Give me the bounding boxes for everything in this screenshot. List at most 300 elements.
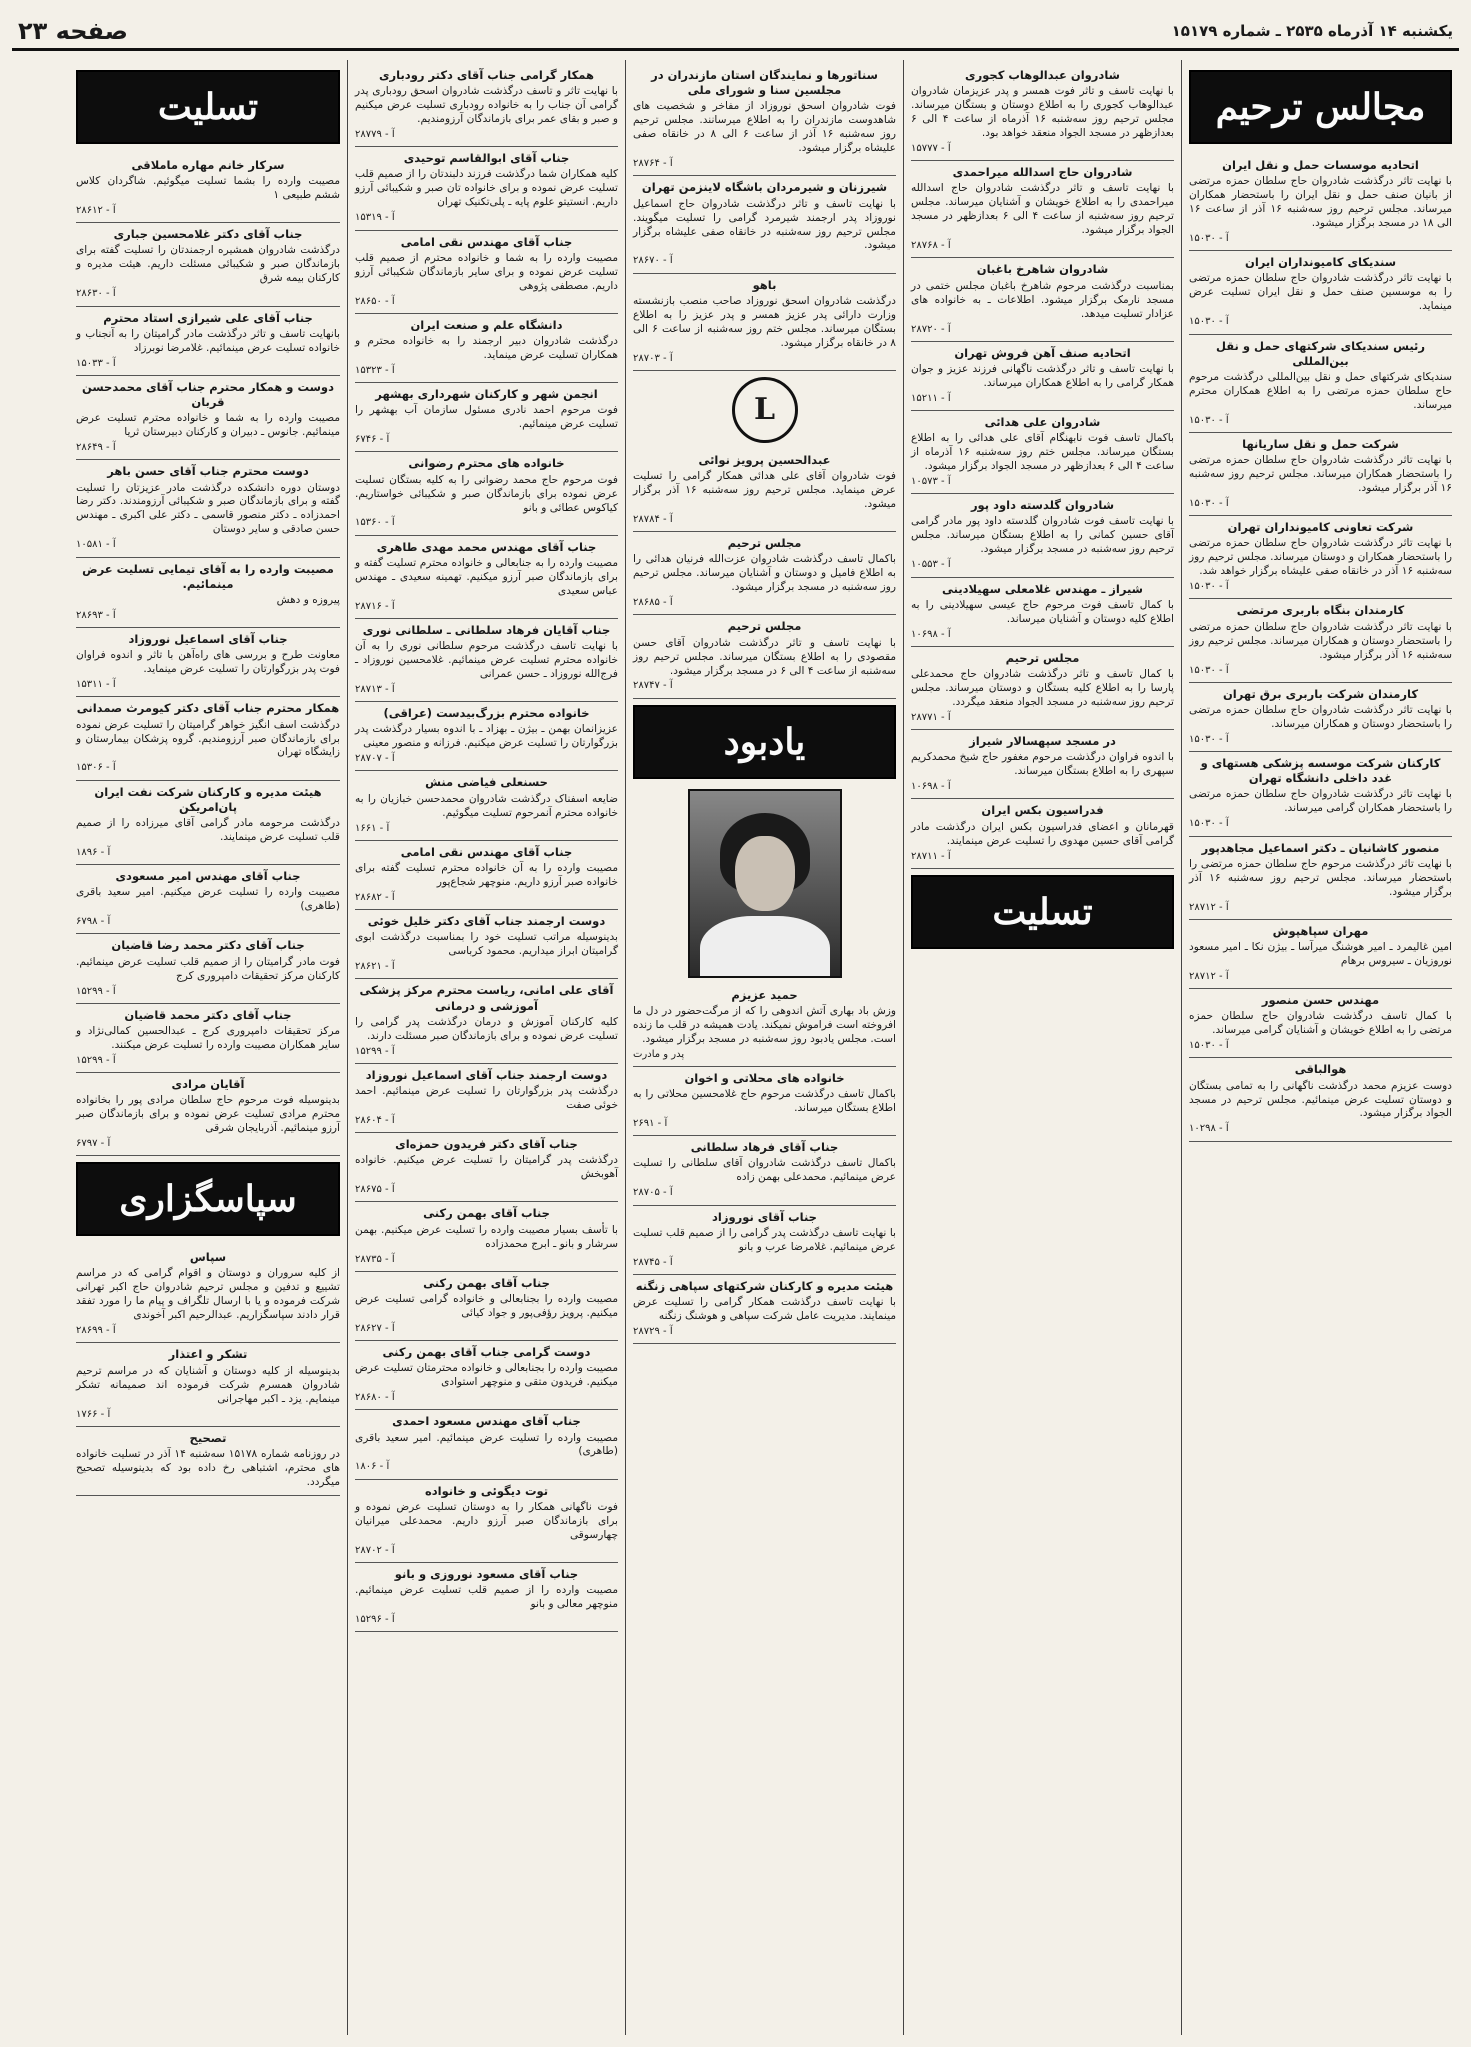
notice-heading: هیئت مدیره و کارکنان شرکتهای سپاهی زنگنه (635, 1278, 894, 1293)
notice-heading: شادروان علی هدائی (984, 415, 1101, 430)
notice-heading: خانواده های محترم رضوانی (408, 456, 565, 471)
notice-heading: جناب آقای مهندس نقی امامی (400, 844, 573, 859)
notice-heading: جناب آقای اسماعیل نوروزاد (128, 632, 288, 647)
notice-block (911, 161, 1174, 258)
notice-code: آ - ۶۷۹۷ (76, 1138, 111, 1150)
notice-block (355, 1272, 618, 1341)
notice-text: فوت شادروان آقای علی هدائی همکار گرامی را تسلیت عرض مینماید. مجلس ترحیم روز سه‌شنبه ۱۶ آذر برگزار میشود. (633, 470, 896, 510)
notice-code: آ - ۶۷۴۶ (355, 434, 390, 446)
notice-text: باکمال تاسف درگذشت مرحوم حاج غلامحسین محلاتی را به اطلاع بستگان میرساند. (633, 1088, 896, 1115)
notice-heading: دوست ارجمند جناب آقای اسماعیل نوروزاد (365, 1067, 608, 1082)
notice-text: مصیبت وارده را بجنابعالی و خانواده گرامی تسلیت عرض میکنیم. پرویز رؤفی‌پور و جواد کیائی (355, 1292, 618, 1319)
notice-block (355, 314, 618, 383)
notice-block (911, 258, 1174, 341)
notice-code: آ - ۱۵۳۰۶ (76, 762, 116, 774)
notice-text: با نهایت تاسف و تاثر درگذشت ناگهانی فرزند عزیز و جوان همکار گرامی را به اطلاع همکاران میرساند. (911, 362, 1174, 389)
notice-block (76, 934, 340, 1003)
notice-text: فوت مادر گرامیتان را از صمیم قلب تسلیت عرض مینمائیم. کارکنان مرکز تحقیقات دامپروری کرج (76, 955, 340, 982)
notice-code: آ - ۱۵۳۱۱ (76, 679, 116, 691)
notice-heading: تشکر و اعتذار (168, 1347, 248, 1362)
notice-code: آ - ۲۶۹۱ (633, 1118, 668, 1130)
notice-block (355, 1341, 618, 1410)
notice-text: کلیه کارکنان آموزش و درمان درگذشت پدر گرامی را تسلیت عرض نموده و برای بازماندگان صبر مسئلت دارند. (355, 1015, 618, 1042)
notice-text: قهرمانان و اعضای فدراسیون بکس ایران درگذشت مادر گرامی آقای حسین مهدوی را تسلیت عرض مینمایند. (911, 820, 1174, 847)
notice-code: آ - ۱۸۰۶ (355, 1461, 390, 1473)
page-header (12, 14, 1459, 51)
notice-heading: شیرزنان و شیرمردان باشگاه لاینزمن تهران (641, 180, 888, 195)
notice-heading: اتحادیه صنف آهن فروش تهران (954, 345, 1131, 360)
notice-code: آ - ۲۸۷۱۲ (1189, 970, 1229, 982)
notice-block (633, 532, 896, 615)
lions-club-logo: L (732, 377, 798, 443)
notice-text: درگذشت پدر بزرگوارتان را تسلیت عرض مینمائیم. احمد خوئی صفت (355, 1085, 618, 1111)
notice-heading: در مسجد سپهسالار شیراز (969, 734, 1116, 749)
notice-text: امین غالیمرد ـ امیر هوشنگ میرآسا ـ بیژن نکا ـ امیر مسعود نوروزیان ـ سیروس برهام (1189, 940, 1452, 967)
notice-code: آ - ۶۷۹۸ (76, 916, 111, 928)
notice-code: آ - ۱۵۳۲۳ (355, 364, 395, 376)
notice-heading: مجلس ترحیم (727, 536, 802, 551)
notice-code: آ - ۲۸۶۲۱ (355, 961, 395, 973)
notice-block (911, 494, 1174, 577)
notice-block (1189, 837, 1452, 920)
notice-heading: جناب آقای مهندس محمد مهدی طاهری (376, 539, 597, 554)
notice-text: با کمال تاسف درگذشت شادروان حاج سلطان حمزه مرتضی را به اطلاع خویشان و آشنایان گرامی میرساند. (1189, 1010, 1452, 1037)
notice-block (355, 771, 618, 840)
notice-text: با کمال تاسف فوت مرحوم حاج عیسی سهیلادینی را به اطلاع کلیه دوستان و آشنایان میرساند. (911, 598, 1174, 625)
notice-text: مصیبت وارده را تسلیت عرض مینمائیم. امیر سعید باقری (طاهری) (355, 1431, 618, 1458)
column-5 (69, 60, 347, 2035)
notice-text: با کمال تاسف و تاثر درگذشت شادروان حاج محمدعلی پارسا را به اطلاع کلیه بستگان و دوستان میرساند. مجلس ترحیم روز سه‌شنبه در مسجد الجواد منعقد میگردد. (911, 668, 1174, 708)
notice-heading: مهران سپاهپوش (1272, 923, 1369, 938)
notice-block (355, 536, 618, 619)
notice-block (76, 1246, 340, 1343)
notice-block (911, 342, 1174, 411)
notice-block (1189, 752, 1452, 836)
notice-block (76, 223, 340, 306)
notice-code: آ - ۱۰۵۸۱ (76, 539, 116, 551)
notice-code: آ - ۲۸۷۰۳ (633, 352, 673, 364)
notice-code: آ - ۱۵۰۳۰ (1189, 1040, 1229, 1052)
notice-code: آ - ۱۵۲۹۶ (355, 1614, 395, 1625)
notice-text: مصیبت وارده را بجنابعالی و خانواده محترمتان تسلیت عرض میکنیم. فریدون متقی و منوچهر استوادی (355, 1362, 618, 1389)
notice-block (911, 799, 1174, 868)
notice-block (633, 1275, 896, 1344)
notice-code: آ - ۱۰۶۹۸ (911, 781, 951, 793)
notice-block (1189, 433, 1452, 516)
notice-text: با تأسف بسیار مصیبت وارده را تسلیت عرض میکنیم. بهمن سرشار و بانو ـ ابرج محمدزاده (355, 1223, 618, 1250)
notice-text: با نهایت تاسف و تاثر درگذشت شادروان آقای حسن مقصودی را به اطلاع بستگان میرساند. مجلس ترحیم روز سه‌شنبه از ساعت ۴ الی ۶ در مسجد برگزار میشود. (633, 636, 896, 677)
notice-heading: سرکار خانم مهاره ماملاقی (131, 158, 285, 172)
notice-text: بدینوسیله فوت مرحوم حاج سلطان مرادی پور را بخانواده محترم مرادی تسلیت عرض نموده و برای بازماندگان صبر آرزو مینمائیم. آذربایجان شرقی (76, 1094, 340, 1135)
banner-tasliyat-2: تسلیت (911, 875, 1174, 949)
notice-code: آ - ۲۸۷۲۰ (911, 323, 951, 335)
notice-block (76, 460, 340, 557)
notice-code: آ - ۱۵۲۹۹ (76, 985, 116, 997)
banner-yadbud: یادبود (633, 705, 896, 779)
notice-heading: جناب آقایان فرهاد سلطانی ـ سلطانی نوری (362, 622, 611, 637)
notice-code: آ - ۱۵۰۳۰ (1189, 316, 1229, 328)
notice-code: آ - ۱۵۰۳۰ (1189, 233, 1229, 245)
notice-text: درگذشت شادروان همشیره ارجمندتان را تسلیت گفته برای بازماندگان صبر و شکیبائی مسئلت داریم. هیئت مدیره و کارکنان بیمه شرق (76, 244, 340, 285)
notice-block (355, 64, 618, 147)
notice-code: آ - ۲۸۶۰۴ (355, 1114, 395, 1126)
notice-heading: آقایان مرادی (171, 1076, 245, 1091)
notice-code: آ - ۲۸۷۸۴ (633, 513, 673, 525)
notice-block (355, 979, 618, 1063)
notice-code: آ - ۱۵۲۹۹ (76, 1054, 116, 1066)
notice-block (76, 1004, 340, 1073)
issue-date-line: یکشنبه ۱۴ آذرماه ۲۵۳۵ ـ شماره ۱۵۱۷۹ (1171, 22, 1453, 40)
notice-block (911, 647, 1174, 730)
notice-block (76, 697, 340, 780)
notice-text: وزش باد بهاری آتش اندوهی را که از مرگت‌حضور در دل ما افروخته است فراموش نمیکند. یادت همیشه در قلب ما زنده است. مجلس یادبود روز سه‌شنبه در مسجد برگزار میشود. (633, 1004, 896, 1045)
notice-text: فوت شادروان اسحق نوروزاد از مفاخر و شخصیت های شاهدوست مازندران را به اطلاع میرسانند. مجلس ترحیم روز سه‌شنبه ۱۶ آذر از ساعت ۶ الی ۸ در خانقاه صفی علیشاه برگزار میشود. (633, 100, 896, 155)
notice-block (1189, 1058, 1452, 1141)
notice-heading: جناب آقای علی شیرازی استاد محترم (103, 310, 313, 325)
notice-block (633, 1206, 896, 1275)
notice-code: پدر و مادرت (633, 1048, 685, 1060)
notice-heading: جناب آقای مسعود نوروزی و بانو (394, 1566, 579, 1581)
notice-block (355, 383, 618, 452)
notice-code: آ - ۲۸۷۰۲ (355, 1544, 395, 1556)
notice-text: بمناسبت درگذشت مرحوم شاهرخ باغبان مجلس ختمی در مسجد نارمک برگزار میشود. اطلاعات ـ به خانواده های عزادار تسلیت میدهد. (911, 279, 1174, 320)
notice-text: دوست عزیزم محمد درگذشت ناگهانی را به تمامی بستگان و دوستان تسلیت عرض مینمائیم. مجلس ترحیم در مسجد الجواد برگزار میشود. (1189, 1079, 1452, 1120)
notice-list (633, 984, 896, 1344)
notice-heading: عبدالحسین پرویز نوائی (698, 452, 831, 467)
notice-code: آ - ۱۵۷۷۷ (911, 143, 951, 155)
notice-heading: دوست گرامی جناب آقای بهمن رکنی (382, 1345, 591, 1360)
notice-block (633, 64, 896, 176)
column-3 (625, 60, 903, 2035)
notice-block (633, 1136, 896, 1205)
notice-heading: تصحیح (189, 1430, 227, 1445)
notice-text: بانهایت تاسف و تاثر درگذشت مادر گرامیتان را به آنجناب و خانواده تسلیت عرض مینمائیم. غلامرضا نوبرزاد (76, 327, 340, 354)
notice-block (76, 154, 340, 223)
notice-heading: توت دیگوئی و خانواده (424, 1483, 549, 1498)
notice-code: آ - ۱۶۶۱ (355, 822, 390, 834)
notice-heading: دوست و همکار محترم جناب آقای محمدحسن قربان (82, 379, 334, 410)
notice-heading: مجلس ترحیم (727, 619, 802, 634)
notice-block (1189, 683, 1452, 752)
banner-tasliyat-1: تسلیت (76, 70, 340, 144)
notice-text: مصیبت وارده را به جنابعالی و خانواده محترم تسلیت گفته و برای بازماندگان صبر آرزو میکنیم. تهمینه سعیدی ـ مهندس عباس سعیدی (355, 556, 618, 597)
notice-heading: خانواده محترم بزرگ‌بیدست (عراقی) (383, 706, 590, 721)
notice-block (1189, 516, 1452, 599)
notice-code: آ - ۲۸۶۱۲ (76, 205, 116, 217)
notice-code: آ - ۲۸۶۹۳ (76, 609, 116, 621)
notice-code: آ - ۲۸۷۰۷ (355, 753, 395, 765)
notice-heading: شرکت حمل و نقل ساریانها (1242, 436, 1399, 451)
notice-block (355, 452, 618, 535)
notice-code: آ - ۲۸۷۶۴ (633, 158, 673, 170)
notice-block (355, 1410, 618, 1479)
notice-heading: حمید عزیزم (731, 987, 798, 1002)
notice-heading: اتحادیه موسسات حمل و نقل ایران (1222, 158, 1419, 172)
notice-block (633, 615, 896, 698)
notice-block (633, 984, 896, 1067)
notice-text: بدینوسیله از کلیه دوستان و آشنایان که در مراسم ترحیم شادروان همسرم شرکت فرموده اند صمیمانه تشکر مینمایم. یزد ـ اکبر مهاجرانی (76, 1364, 340, 1405)
notice-text: با نهایت تاسف و تاثر درگذشت شادروان حاج اسدالله میراحمدی را به اطلاع خویشان و آشنایان میرساند. مجلس ترحیم روز سه‌شنبه از ساعت ۴ الی ۶ بعدازظهر در مسجد الجواد برگزار میشود. (911, 182, 1174, 237)
notice-heading: سناتورها و نمایندگان استان مازندران در مجلسین سنا و شورای ملی (651, 68, 878, 98)
column-2 (903, 60, 1181, 2035)
notice-heading: رئیس سندیکای شرکتهای حمل و نقل بین‌المللی (1216, 338, 1425, 368)
notice-text: درگذشت شادروان اسحق نوروزاد صاحب منصب بازنشسته وزارت دارائی پدر عزیز همسر و پدر عزیز را به اطلاع بستگان میرساند. مجلس ختم روز سه‌شنبه از ساعت ۶ الی ۸ در خانقاه برگزار میشود. (633, 294, 896, 349)
notice-code: آ - ۲۸۶۸۵ (633, 597, 673, 609)
notice-code: آ - ۱۵۰۳۰ (1189, 414, 1229, 426)
columns (12, 60, 1459, 2035)
notice-block (76, 376, 340, 460)
notice-code: آ - ۲۸۷۰۵ (633, 1187, 673, 1199)
notice-heading: جناب آقای نوروزاد (712, 1209, 817, 1224)
notice-text: مصیبت وارده را بشما تسلیت میگوئیم. شاگردان کلاس ششم طبیعی ۱ (76, 175, 340, 202)
notice-block (76, 781, 340, 865)
notice-text: باکمال تاسف درگذشت شادروان آقای سلطانی را تسلیت عرض مینمائیم. محمدعلی بهمن زاده (633, 1157, 896, 1184)
notice-block (355, 231, 618, 314)
notice-heading: سپاس (189, 1250, 227, 1265)
notice-text: با نهایت تاثر درگذشت شادروان حاج سلطان حمزه مرتضی را باستحضار همکاران میرساند. مجلس ترحیم روز سه‌شنبه ۱۶ آذر برگزار میشود. (1189, 454, 1452, 495)
notice-text: با نهایت تاسف درگذشت همکار گرامی را تسلیت عرض مینمایند. مدیریت عامل شرکت سپاهی و هوشنگ زنگنه (633, 1296, 896, 1322)
notice-heading: جناب آقای مهندس نقی امامی (400, 234, 573, 249)
notice-text: عزیزانمان بهمن ـ بیژن ـ بهزاد ـ با اندوه بسیار درگذشت پدر بزرگوارتان را تسلیت عرض میکنیم. فرزانه و منصور معینی (355, 723, 618, 750)
notice-heading: جناب آقای فرهاد سلطانی (690, 1140, 839, 1155)
notice-heading: کارمندان بنگاه باربری مرتضی (1236, 603, 1405, 618)
notice-block (633, 176, 896, 273)
notice-text: با نهایت تاثر درگذشت مرحوم حاج سلطان حمزه مرتضی را باستحضار میرساند. مجلس ترحیم روز سه‌شنبه ۱۶ آذر برگزار میشود. (1189, 857, 1452, 898)
notice-heading: آقای علی امانی، ریاست محترم مرکز پزشکی آموزشی و درمانی (359, 983, 614, 1013)
notice-text: مصیبت وارده را تسلیت عرض میکنیم. امیر سعید باقری (طاهری) (76, 886, 340, 913)
notice-text: با اندوه فراوان درگذشت مرحوم مغفور حاج شیخ محمدکریم سپهری را به اطلاع بستگان میرساند. (911, 751, 1174, 778)
notice-heading: منصور کاشانیان ـ دکتر اسماعیل مجاهدپور (1201, 840, 1440, 855)
notice-text: درگذشت شادروان دبیر ارجمند را به خانواده محترم و همکاران تسلیت عرض مینماید. (355, 334, 618, 361)
notice-heading: شیراز ـ مهندس غلامعلی سهیلادینی (942, 581, 1143, 596)
notice-heading: جناب آقای مهندس امیر مسعودی (115, 869, 301, 884)
notice-text: مصیبت وارده را به شما و خانواده محترم از صمیم قلب تسلیت عرض نموده و برای سایر بازماندگان شکیبائی آرزو داریم. مصطفی پژوهی (355, 251, 618, 292)
notice-code: آ - ۱۵۲۱۱ (911, 392, 951, 404)
notice-code: آ - ۱۵۰۳۰ (1189, 733, 1229, 745)
notice-heading: همکار محترم جناب آقای دکتر کیومرث صمدانی (76, 701, 340, 716)
notice-heading: جناب آقای مهندس مسعود احمدی (392, 1414, 581, 1429)
notice-text: معاونت طرح و بررسی های راه‌آهن با تاثر و اندوه فراوان فوت پدر بزرگوارتان را تسلیت عرض مینماید. (76, 649, 340, 676)
notice-block (76, 628, 340, 697)
memorial-portrait-photo (688, 789, 842, 978)
notice-code: آ - ۱۵۰۳۰ (1189, 581, 1229, 593)
notice-heading: جناب آقای دکتر محمد قاضیان (124, 1007, 292, 1022)
notice-block (355, 910, 618, 979)
notice-code: آ - ۱۵۰۳۰ (1189, 664, 1229, 676)
notice-heading: جناب آقای ابوالقاسم توحیدی (403, 151, 570, 166)
notice-text: با نهایت تاثر درگذشت شادروان حاج سلطان حمزه مرتضی از بانیان صنف حمل و نقل ایران را باستحضار همکاران میرساند. مجلس ترحیم روز سه‌شنبه ۱۶ آذر از ساعت ۱۶ الی ۱۸ در مسجد برگزار میشود. (1189, 175, 1452, 230)
notice-code: آ - ۱۵۳۱۹ (355, 212, 395, 224)
notice-code: آ - ۱۸۹۶ (76, 846, 111, 858)
notice-block (911, 411, 1174, 494)
notice-text: مصیبت وارده را از صمیم قلب تسلیت عرض مینمائیم. منوچهر معالی و بانو (355, 1584, 618, 1611)
notice-text: بدینوسیله مراتب تسلیت خود را بمناسبت درگذشت ابوی گرامیتان ابراز میداریم. محمود کرباسی (355, 931, 618, 958)
notice-code: آ - ۲۸۷۷۹ (355, 129, 395, 141)
notice-block (911, 578, 1174, 647)
notice-list (1189, 154, 1452, 1142)
notice-text: باکمال تاسف فوت نابهنگام آقای علی هدائی را به اطلاع بستگان میرساند. مجلس ختم روز سه‌شنبه ۱۶ آذرماه از ساعت ۴ الی ۶ بعدازظهر در مسجد الجواد برگزار میشود. (911, 432, 1175, 473)
notice-code: آ - ۲۸۶۵۰ (355, 295, 395, 307)
notice-heading: جناب آقای بهمن رکنی (423, 1275, 550, 1290)
notice-heading: فدراسیون بکس ایران (981, 803, 1104, 818)
notice-text: ضایعه اسفناک درگذشت شادروان محمدحسن خبازیان را به خانواده محترم آنمرحوم تسلیت میگوئیم. (355, 792, 618, 819)
notice-text: درگذشت مرحومه مادر گرامی آقای میرزاده را از صمیم قلب تسلیت عرض مینمایند. (76, 816, 340, 843)
notice-code: آ - ۲۸۶۹۹ (76, 1325, 116, 1337)
notice-heading: سندیکای کامیونداران ایران (1245, 255, 1396, 270)
notice-heading: باهو (752, 277, 777, 292)
notice-heading: هیئت مدیره و کارکنان شرکت نفت ایران پان‌امریکن (94, 784, 322, 814)
notice-text: مصیبت وارده را به آن خانواده محترم تسلیت گفته برای خانواده صبر آرزو داریم. منوچهر شجاع‌پور (355, 861, 618, 888)
notice-block (633, 1067, 896, 1136)
notice-list (911, 64, 1174, 869)
notice-text: کلیه همکاران شما درگذشت فرزند دلبندتان را از صمیم قلب تسلیت عرض نموده و برای خانواده تان صبر و شکیبائی آرزو داریم. انستیتو علوم پایه ـ پلی‌تکنیک تهران (355, 168, 618, 209)
notice-block (1189, 335, 1452, 433)
notice-block (76, 558, 340, 629)
notice-code: آ - ۲۸۶۸۲ (355, 891, 395, 903)
notice-block (355, 1563, 618, 1632)
notice-text: مصیبت وارده را به شما و خانواده محترم تسلیت عرض مینمائیم. جانوس ـ دبیران و کارکنان دبیرستان ثریا (76, 412, 340, 439)
notice-text: با نهایت تاسف درگذشت پدر گرامی را از صمیم قلب تسلیت عرض مینمائیم. غلامرضا عرب و بانو (633, 1226, 896, 1253)
banner-majales: مجالس ترحیم (1189, 70, 1452, 144)
notice-code: آ - ۲۸۷۷۱ (911, 711, 951, 723)
banner-sepasgozari: سپاسگزاری (76, 1162, 340, 1236)
notice-code: آ - ۱۵۲۹۹ (355, 1045, 395, 1057)
notice-block (355, 1064, 618, 1133)
notice-heading: شادروان گلدسته داود پور (970, 498, 1115, 513)
notice-heading: دوست محترم جناب آقای حسن باهر (107, 464, 309, 479)
notice-block (1189, 251, 1452, 334)
notice-text: درگذشت پدر گرامیتان را تسلیت عرض میکنیم. خانواده آهوبخش (355, 1154, 618, 1181)
notice-heading: کارکنان شرکت موسسه پزشکی هستهای و غدد داخلی دانشگاه تهران (1200, 756, 1441, 786)
notice-text: فوت ناگهانی همکار را به دوستان تسلیت عرض نموده و برای بازماندگان صبر آرزو داریم. محمدعلی میرانیان چهارسوقی (355, 1500, 618, 1541)
notice-code: آ - ۲۸۷۱۶ (355, 600, 395, 612)
notice-code: آ - ۲۸۷۱۱ (911, 850, 951, 862)
notice-block (76, 307, 340, 376)
notice-block (355, 1202, 618, 1271)
notice-code: آ - ۲۸۷۶۸ (911, 240, 951, 252)
notice-block (76, 1427, 340, 1496)
notice-block (76, 1073, 340, 1156)
notice-code: آ - ۲۸۷۴۵ (633, 1256, 673, 1268)
notice-text: فوت مرحوم حاج محمد رضوانی را به کلیه بستگان تسلیت عرض نموده برای بازماندگان صبر و شکیبائی خواستاریم. کیاکوس عطائی و بانو (355, 473, 618, 514)
notice-text: سندیکای شرکتهای حمل و نقل بین‌المللی درگذشت مرحوم حاج سلطان حمزه مرتضی را به اطلاع همکاران محترم میرساند. (1189, 370, 1452, 411)
notice-code: آ - ۲۸۷۱۲ (1189, 901, 1229, 913)
notice-text: با نهایت تاسف و تاثر درگذشت شادروان حاج اسماعیل نوروزاد پدر ارجمند شیرمرد گرامی را تسلیت میگویند. مجلس ترحیم روز سه‌شنبه در خانقاه صفی علیشاه برگزار میشود. (633, 197, 896, 252)
notice-code: آ - ۲۸۷۱۳ (355, 684, 395, 695)
page-number: صفحه ۲۳ (18, 17, 128, 45)
notice-list (76, 1246, 340, 1496)
notice-code: آ - ۲۸۶۷۰ (633, 255, 673, 267)
notice-text: درگذشت اسف انگیز خواهر گرامیتان را تسلیت عرض نموده برای بازماندگان صبر آرزومندیم. گروه پزشکان بیمارستان و زایشگاه تهران (76, 718, 340, 759)
notice-block (355, 1133, 618, 1202)
notice-text: باکمال تاسف درگذشت شادروان عزت‌الله فرنیان هدائی را به اطلاع فامیل و دوستان و آشنایان میرساند. مجلس ترحیم روز سه‌شنبه در مسجد برگزار میشود. (633, 553, 896, 594)
column-4 (347, 60, 625, 2035)
notice-block (1189, 989, 1452, 1058)
notice-heading: مجلس ترحیم (1005, 650, 1080, 665)
notice-heading: مصیبت وارده را به آقای تیمایی تسلیت عرض مینمائیم. (82, 561, 334, 591)
notice-code: آ - ۱۰۲۹۸ (1189, 1123, 1229, 1135)
notice-text: با نهایت تاسف و تاثر فوت همسر و پدر عزیزمان شادروان عبدالوهاب کجوری را به اطلاع دوستان و بستگان میرساند. مجلس ترحیم روز سه‌شنبه ۱۶ آذرماه از ساعت ۴ الی ۶ بعدازظهر در مسجد الجواد منعقد خواهد بود. (911, 85, 1174, 140)
notice-list (633, 64, 896, 371)
notice-block (355, 147, 618, 230)
notice-text: با نهایت تاسف فوت شادروان گلدسته داود پور مادر گرامی آقای حسین کمانی را به اطلاع بستگان میرساند. مجلس ترحیم روز سه‌شنبه در مسجد برگزار میشود. (911, 515, 1174, 556)
notice-heading: جناب آقای دکتر فریدون حمزه‌ای (395, 1137, 578, 1152)
notice-list (76, 154, 340, 1156)
notice-block (911, 64, 1174, 161)
notice-code: آ - ۱۵۰۳۰ (1189, 818, 1229, 830)
notice-block (1189, 154, 1452, 251)
notice-block (633, 274, 896, 371)
notice-block (355, 619, 618, 702)
notice-heading: همکار گرامی جناب آقای دکتر رودباری (379, 68, 594, 82)
notice-block (355, 702, 618, 771)
notice-code: آ - ۱۰۶۹۸ (911, 628, 951, 640)
notice-code: آ - ۱۰۵۷۳ (911, 476, 951, 488)
notice-code: آ - ۲۸۶۸۰ (355, 1392, 395, 1404)
notice-block (1189, 920, 1452, 989)
notice-text: از کلیه سروران و دوستان و اقوام گرامی که در مراسم تشییع و تدفین و مجلس ترحیم شادروان حاج اکبر تهرانی شرکت فرموده و یا با ارسال تلگراف و پیام ما را مورد تفقد قرار دادند سپاسگزاریم. عبدالرحیم اکبر آخوندی (76, 1267, 340, 1322)
notice-heading: کارمندان شرکت باربری برق تهران (1222, 686, 1419, 701)
notice-code: آ - ۲۸۷۴۷ (633, 680, 673, 692)
notice-list (633, 449, 896, 699)
notice-code: آ - ۱۷۶۶ (76, 1408, 111, 1420)
notice-heading: شادروان شاهرخ باغبان (976, 262, 1109, 277)
notice-heading: مهندس حسن منصور (1261, 993, 1380, 1008)
notice-text: با نهایت تاثر و تاسف درگذشت شادروان اسحق رودباری پدر گرامی آن جناب را به خانواده رودباری تسلیت عرض میکنیم و صبر و بقای عمر برای بازماندگان آرزومندیم. (355, 85, 618, 126)
notice-text: پیروزه و دهش (276, 593, 340, 606)
notice-text: فوت مرحوم احمد نادری مسئول سازمان آب بهشهر را تسلیت عرض مینمائیم. (355, 404, 618, 431)
notice-code: آ - ۲۸۶۷۵ (355, 1184, 395, 1196)
notice-heading: جناب آقای دکتر غلامحسین جباری (113, 227, 303, 242)
notice-heading: هوالباقی (1294, 1062, 1347, 1077)
notice-code: آ - ۱۰۵۵۳ (911, 559, 951, 571)
notice-text: با نهایت تاسف درگذشت مرحوم سلطانی نوری را به آن خانواده محترم تسلیت عرض مینمائیم. غلامحسین نوروزاد ـ فرج‌الله نوروزاد ـ حسن عمرانی (355, 640, 618, 681)
notice-block (355, 1480, 618, 1563)
notice-block (633, 449, 896, 532)
notice-code: آ - ۱۵۰۳۰ (1189, 498, 1229, 510)
notice-heading: حسنعلی فیاضی منش (425, 775, 548, 790)
notice-heading: شرکت تعاونی کامیونداران تهران (1227, 520, 1414, 535)
notice-block (355, 841, 618, 910)
notice-heading: خانواده های محلاتی و اخوان (684, 1070, 845, 1085)
notice-heading: شادروان عبدالوهاب کجوری (965, 68, 1120, 82)
notice-text: با نهایت تاثر درگذشت شادروان حاج سلطان حمزه مرتضی را به موسسین صنف حمل و نقل ایران تسلیت عرض مینماید. (1189, 272, 1452, 313)
notice-heading: دانشگاه علم و صنعت ایران (410, 317, 563, 332)
notice-heading: جناب آقای دکتر محمد رضا قاضیان (111, 938, 305, 953)
notice-block (76, 1343, 340, 1426)
notice-heading: انجمن شهر و کارکنان شهرداری بهشهر (375, 387, 598, 402)
notice-code: آ - ۲۸۷۳۵ (355, 1253, 395, 1265)
notice-text: در روزنامه شماره ۱۵۱۷۸ سه‌شنبه ۱۴ آذر در تسلیت خانواده های محترم، اشتباهی رخ داده بود که بدینوسیله تصحیح میگردد. (76, 1447, 340, 1488)
notice-heading: شادروان حاج اسدالله میراحمدی (952, 165, 1133, 180)
notice-text: با نهایت تاثر درگذشت شادروان حاج سلطان حمزه مرتضی را باستحضار همکاران و دوستان میرساند. مجلس ترحیم روز سه‌شنبه ۱۶ آذر در خانقاه صفی علیشاه برگزار خواهد شد. (1189, 537, 1452, 578)
notice-code: آ - ۲۸۶۲۷ (355, 1322, 395, 1334)
notice-text: با نهایت تاثر درگذشت شادروان حاج سلطان حمزه مرتضی را باستحضار دوستان و همکاران میرساند. مجلس ترحیم روز سه‌شنبه ۱۶ آذر برگزار میشود. (1189, 620, 1452, 661)
column-1 (1181, 60, 1459, 2035)
notice-code: آ - ۲۸۷۲۹ (633, 1325, 673, 1337)
notice-list (355, 64, 618, 1632)
notice-code: آ - ۲۸۶۳۰ (76, 288, 116, 300)
notice-heading: دوست ارجمند جناب آقای دکتر خلیل خوئی (367, 914, 606, 929)
notice-code: آ - ۱۵۰۳۳ (76, 357, 116, 369)
notice-heading: جناب آقای بهمن رکنی (423, 1206, 550, 1221)
notice-block (76, 865, 340, 934)
notice-block (911, 730, 1174, 799)
notice-text: با نهایت تاثر درگذشت شادروان حاج سلطان حمزه مرتضی را باستحضار همکاران گرامی میرساند. (1189, 788, 1452, 815)
notice-text: با نهایت تاثر درگذشت شادروان حاج سلطان حمزه مرتضی را باستحضار دوستان و همکاران میرساند. (1189, 703, 1452, 730)
notice-code: آ - ۲۸۶۴۹ (76, 442, 116, 454)
notice-text: مرکز تحقیقات دامپروری کرج ـ عبدالحسین کمالی‌نژاد و سایر همکاران مصیبت وارده را تسلیت عرض میکنند. (76, 1024, 340, 1051)
